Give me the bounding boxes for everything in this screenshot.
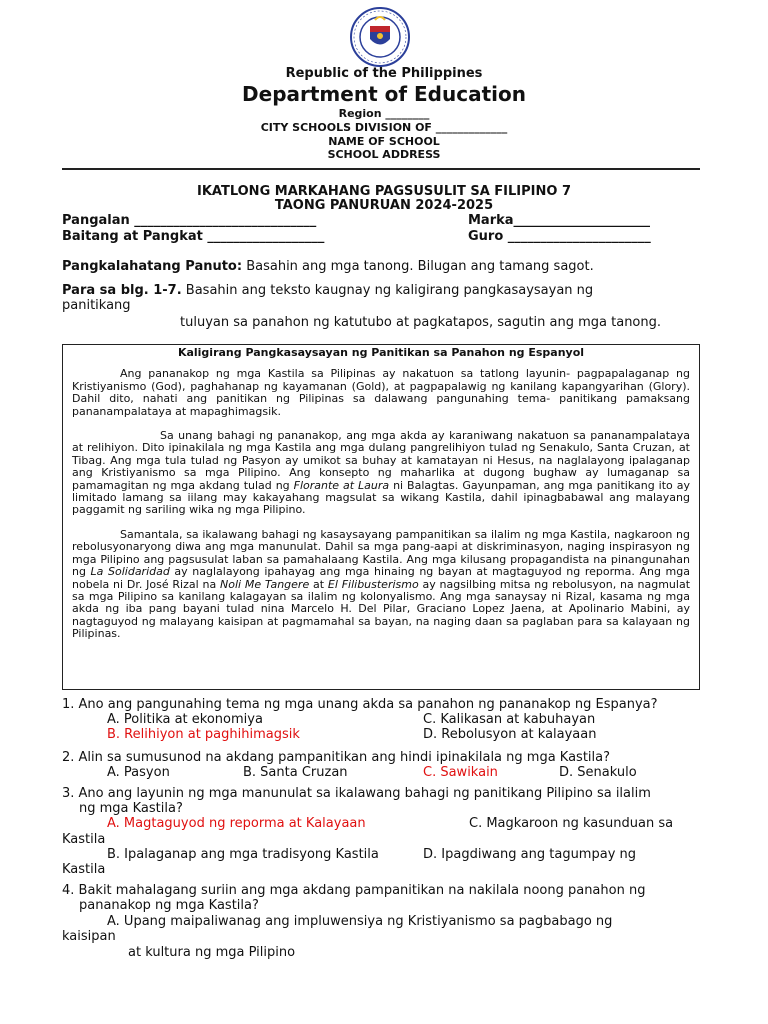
q1-choice-c[interactable]: C. Kalikasan at kabuhayan bbox=[423, 712, 596, 727]
grade-section-field[interactable]: Baitang at Pangkat __________________ bbox=[62, 229, 325, 244]
header-divider bbox=[62, 168, 700, 170]
passage-instructions-line2: panitikang bbox=[62, 298, 131, 313]
general-instructions bbox=[62, 259, 594, 274]
q3-choice-b[interactable]: B. Ipalaganap ang mga tradisyong Kastila bbox=[107, 847, 379, 862]
question-1: 1. Ano ang pangunahing tema ng mga unang akda sa panahon ng pananakop ng Espanya? bbox=[62, 697, 658, 712]
passage-instructions-text: Basahin ang teksto kaugnay ng kaligirang pangkasaysayan ng bbox=[181, 283, 594, 298]
q2-choice-c-answer[interactable]: C. Sawikain bbox=[423, 765, 498, 780]
q4-choice-a-line2: kaisipan bbox=[62, 929, 116, 944]
q1-choice-d[interactable]: D. Rebolusyon at kalayaan bbox=[423, 727, 597, 742]
q1-choice-a[interactable]: A. Politika at ekonomiya bbox=[107, 712, 263, 727]
passage-paragraph-2: Sa unang bahagi ng pananakop, ang mga akda ay karaniwang nakatuon sa pananampalataya at relihiyon. Dito ipinakilala ng mga Kastila ang mga dulang pangrelihiyon tulad ng Senakulo, Santa Cruzan, at Tibag. Ang mga tula tulad ng Pasyon ay umikot sa buhay at kamatayan ni Hesus, na naglalayong ipalaganap ang Kristiyanismo sa mga Pilipino. Ang konsepto ng maharlika at dugong bughaw ay lumaganap sa pamamagitan ng mga akdang tulad ng Florante at Laura ni Balagtas. Gayunpaman, ang mga panitikang ito ay limitado lamang sa iilang may kakayahang magsulat sa wikang Kastila, dahil ipinagbabawal ang malayang paggamit ng sariling wika ng mga Pilipino. bbox=[72, 429, 690, 517]
question-2: 2. Alin sa sumusunod na akdang pampanitikan ang hindi ipinakilala ng mga Kastila? bbox=[62, 750, 611, 765]
school-address: SCHOOL ADDRESS bbox=[327, 148, 441, 161]
q2-choice-a[interactable]: A. Pasyon bbox=[107, 765, 170, 780]
question-4-line2: pananakop ng mga Kastila? bbox=[79, 898, 259, 913]
department-title: Department of Education bbox=[242, 82, 526, 106]
school-name: NAME OF SCHOOL bbox=[328, 135, 440, 148]
q1-choice-b-answer[interactable]: B. Relihiyon at paghihimagsik bbox=[107, 727, 300, 742]
republic-label: Republic of the Philippines bbox=[285, 66, 483, 81]
score-field[interactable]: Marka_____________________ bbox=[468, 213, 651, 228]
q3-choice-a-answer[interactable]: A. Magtaguyod ng reporma at Kalayaan bbox=[107, 816, 366, 831]
general-instructions-label: Pangkalahatang Panuto: bbox=[62, 259, 243, 274]
passage-instructions-label: Para sa blg. 1-7. bbox=[62, 283, 182, 298]
q4-choice-a[interactable]: A. Upang maipaliwanag ang impluwensiya ng Kristiyanismo sa pagbabago ng bbox=[107, 914, 613, 929]
q3-choice-c-cont: Kastila bbox=[62, 832, 106, 847]
question-3-line2: ng mga Kastila? bbox=[79, 801, 183, 816]
passage-instructions-line3: tuluyan sa panahon ng katutubo at pagkatapos, sagutin ang mga tanong. bbox=[180, 315, 662, 330]
passage-paragraph-1: Ang pananakop ng mga Kastila sa Pilipinas ay nakatuon sa tatlong layunin- pagpapalaganap ng Kristiyanismo (God), paghahanap ng kayamanan (Gold), at pagpapalawig ng kanilang kapangyarihan (Glory). Dahil dito, nahati ang panitikan ng Pilipinas sa dalawang pangunahing tema- panitikang pamaksang pananampalataya at mapaghimagsik. bbox=[72, 367, 690, 418]
division-line: CITY SCHOOLS DIVISION OF _____________ bbox=[260, 121, 508, 134]
q3-choice-d[interactable]: D. Ipagdiwang ang tagumpay ng bbox=[423, 847, 637, 862]
q4-choice-a-line3: at kultura ng mga Pilipino bbox=[128, 945, 296, 960]
name-field[interactable]: Pangalan ____________________________ bbox=[62, 213, 317, 228]
teacher-field[interactable]: Guro ______________________ bbox=[468, 229, 651, 244]
question-4: 4. Bakit mahalagang suriin ang mga akdang pampanitikan na nakilala noong panahon ng bbox=[62, 883, 646, 898]
reading-passage-box bbox=[62, 344, 700, 690]
general-instructions-text: Basahin ang mga tanong. Bilugan ang tamang sagot. bbox=[242, 259, 594, 274]
q2-choice-b[interactable]: B. Santa Cruzan bbox=[243, 765, 348, 780]
exam-title: IKATLONG MARKAHANG PAGSUSULIT SA FILIPINO 7 bbox=[196, 184, 571, 199]
region-line: Region ________ bbox=[338, 107, 430, 120]
passage-instructions bbox=[62, 283, 593, 298]
q3-choice-c[interactable]: C. Magkaroon ng kasunduan sa bbox=[469, 816, 674, 831]
passage-paragraph-3: Samantala, sa ikalawang bahagi ng kasaysayang pampanitikan sa ilalim ng mga Kastila, nagkaroon ng rebolusyonaryong diwa ang mga manunulat. Dahil sa mga pang-aapi at diskriminasyon, naging inspirasyon ng mga Pilipino ang pagsusulat laban sa pamahalaang Kastila. Ang mga kilusang propagandista na pinangunahan ng La Solidaridad ay naglalayong ipahayag ang mga hinaing ng bayan at magtaguyod ng reporma. Ang mga nobela ni Dr. José Rizal na Noli Me Tangere at El Filibusterismo ay nagsilbing mitsa ng rebolusyon, na nagmulat sa mga Pilipino sa kanilang kalagayan sa ilalim ng kolonyalismo. Ang mga sanaysay ni Rizal, kasama ng mga akda ng iba pang bayani tulad nina Marcelo H. Del Pilar, Graciano Lopez Jaena, at Apolinario Mabini, ay nagtaguyod ng malayang kaisipan at pagmamahal sa bayan, na naging daan sa paglaban para sa kalayaan ng Pilipinas. bbox=[72, 527, 691, 641]
deped-seal-logo bbox=[344, 6, 416, 68]
passage-title: Kaligirang Pangkasaysayan ng Panitikan sa Panahon ng Espanyol bbox=[177, 346, 585, 359]
q2-choice-d[interactable]: D. Senakulo bbox=[559, 765, 637, 780]
question-3: 3. Ano ang layunin ng mga manunulat sa ikalawang bahagi ng panitikang Pilipino sa ilalim bbox=[62, 786, 651, 801]
q3-choice-d-cont: Kastila bbox=[62, 862, 106, 877]
school-year: TAONG PANURUAN 2024-2025 bbox=[274, 198, 494, 213]
